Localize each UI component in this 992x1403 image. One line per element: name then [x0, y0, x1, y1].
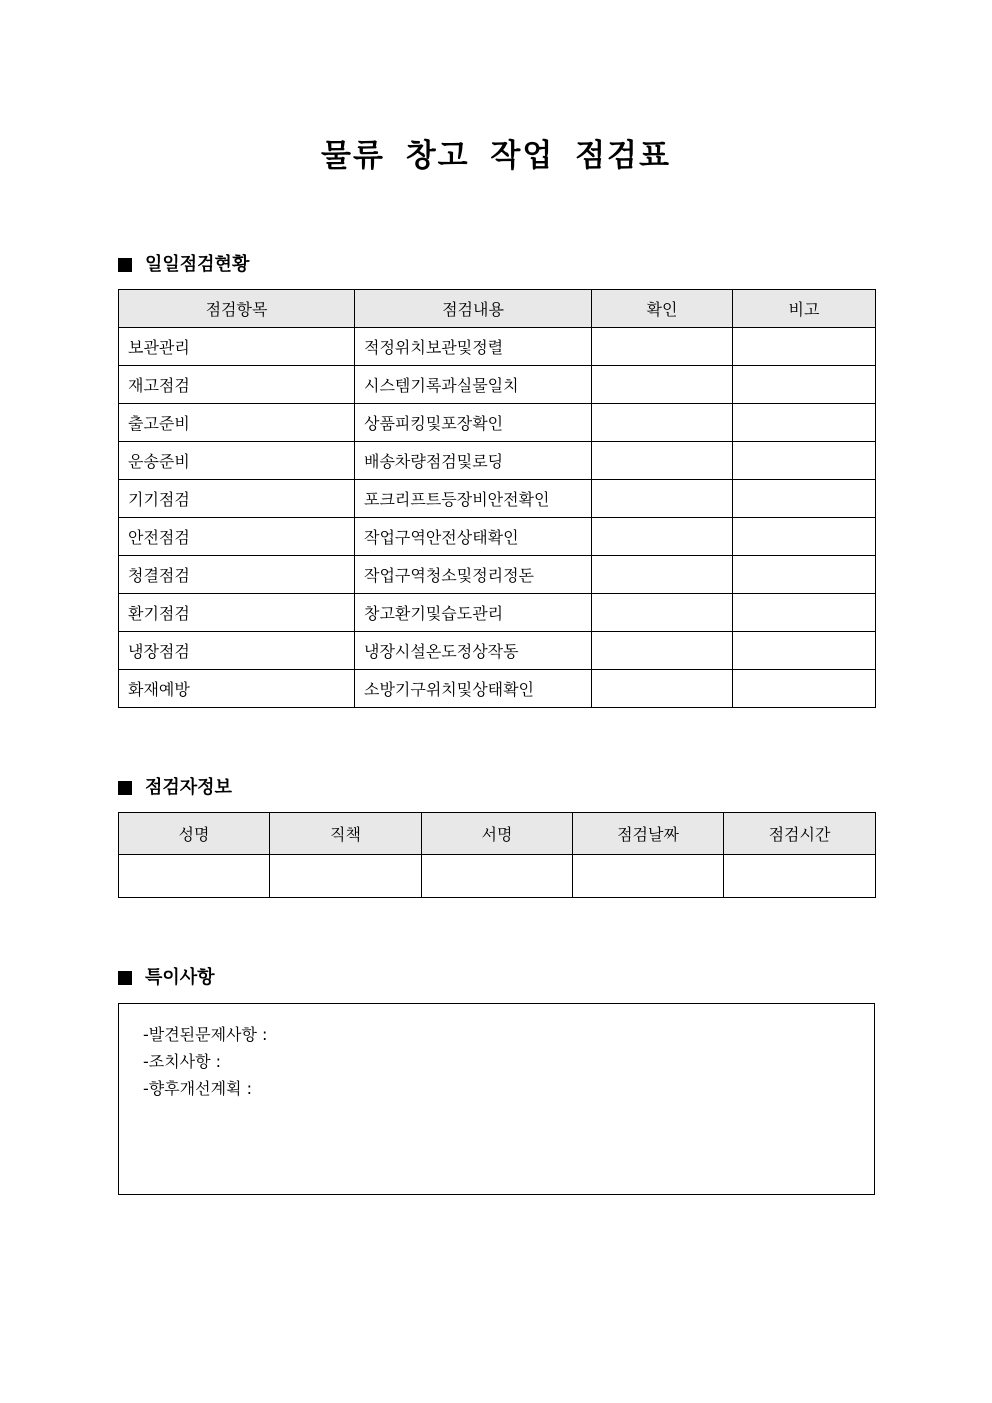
inspector-info-heading-label: 점검자정보: [145, 777, 232, 798]
inspection-date-field[interactable]: [573, 855, 724, 898]
item-cell: 기기점검: [119, 480, 355, 518]
table-row: [119, 670, 876, 708]
remarks-heading: [118, 966, 215, 990]
item-cell: 냉장점검: [119, 632, 355, 670]
content-cell: 소방기구위치및상태확인: [355, 670, 592, 708]
note-cell[interactable]: [733, 480, 876, 518]
remarks-improvement-plan: -향후개선계획 :: [143, 1079, 252, 1098]
table-row: [119, 594, 876, 632]
inspection-time-field[interactable]: [724, 855, 876, 898]
confirm-cell[interactable]: [592, 442, 733, 480]
confirm-cell[interactable]: [592, 404, 733, 442]
table-row: [119, 328, 876, 366]
note-cell[interactable]: [733, 442, 876, 480]
table-row: [119, 855, 876, 898]
content-cell: 작업구역청소및정리정돈: [355, 556, 592, 594]
daily-inspection-heading: [118, 253, 249, 277]
content-cell: 시스템기록과실물일치: [355, 366, 592, 404]
confirm-cell[interactable]: [592, 670, 733, 708]
square-bullet-icon: [118, 971, 132, 985]
remarks-box[interactable]: [118, 1003, 875, 1195]
content-cell: 포크리프트등장비안전확인: [355, 480, 592, 518]
signature-field[interactable]: [422, 855, 573, 898]
inspector-info-heading: [118, 776, 232, 800]
remarks-heading-label: 특이사항: [145, 967, 215, 988]
note-cell[interactable]: [733, 328, 876, 366]
item-cell: 화재예방: [119, 670, 355, 708]
confirm-cell[interactable]: [592, 480, 733, 518]
square-bullet-icon: [118, 781, 132, 795]
note-cell[interactable]: [733, 518, 876, 556]
table-header-row: [119, 290, 876, 328]
position-field[interactable]: [270, 855, 422, 898]
content-cell: 냉장시설온도정상작동: [355, 632, 592, 670]
header-inspection-date: 점검날짜: [573, 813, 724, 855]
content-cell: 배송차량점검및로딩: [355, 442, 592, 480]
header-confirm: 확인: [592, 290, 733, 328]
table-header-row: [119, 813, 876, 855]
note-cell[interactable]: [733, 632, 876, 670]
note-cell[interactable]: [733, 556, 876, 594]
header-position: 직책: [270, 813, 422, 855]
content-cell: 창고환기및습도관리: [355, 594, 592, 632]
note-cell[interactable]: [733, 594, 876, 632]
note-cell[interactable]: [733, 404, 876, 442]
inspector-info-table: [118, 812, 876, 898]
daily-inspection-table: [118, 289, 876, 708]
daily-inspection-heading-label: 일일점검현황: [145, 254, 250, 275]
confirm-cell[interactable]: [592, 518, 733, 556]
content-cell: 적정위치보관및정렬: [355, 328, 592, 366]
name-field[interactable]: [119, 855, 270, 898]
header-signature: 서명: [422, 813, 573, 855]
table-row: [119, 518, 876, 556]
remarks-actions-taken: -조치사항 :: [143, 1052, 222, 1071]
table-row: [119, 556, 876, 594]
table-row: [119, 442, 876, 480]
item-cell: 환기점검: [119, 594, 355, 632]
confirm-cell[interactable]: [592, 632, 733, 670]
content-cell: 작업구역안전상태확인: [355, 518, 592, 556]
square-bullet-icon: [118, 258, 132, 272]
content-cell: 상품피킹및포장확인: [355, 404, 592, 442]
item-cell: 운송준비: [119, 442, 355, 480]
document-title: 물류 창고 작업 점검표: [321, 138, 671, 174]
item-cell: 보관관리: [119, 328, 355, 366]
table-row: [119, 632, 876, 670]
header-inspection-time: 점검시간: [724, 813, 876, 855]
confirm-cell[interactable]: [592, 328, 733, 366]
header-name: 성명: [119, 813, 270, 855]
confirm-cell[interactable]: [592, 556, 733, 594]
confirm-cell[interactable]: [592, 366, 733, 404]
item-cell: 재고점검: [119, 366, 355, 404]
header-inspection-item: 점검항목: [119, 290, 355, 328]
table-row: [119, 404, 876, 442]
note-cell[interactable]: [733, 366, 876, 404]
item-cell: 청결점검: [119, 556, 355, 594]
item-cell: 출고준비: [119, 404, 355, 442]
item-cell: 안전점검: [119, 518, 355, 556]
confirm-cell[interactable]: [592, 594, 733, 632]
header-note: 비고: [733, 290, 876, 328]
note-cell[interactable]: [733, 670, 876, 708]
header-inspection-content: 점검내용: [355, 290, 592, 328]
remarks-found-issues: -발견된문제사항 :: [143, 1025, 268, 1044]
table-row: [119, 480, 876, 518]
table-row: [119, 366, 876, 404]
